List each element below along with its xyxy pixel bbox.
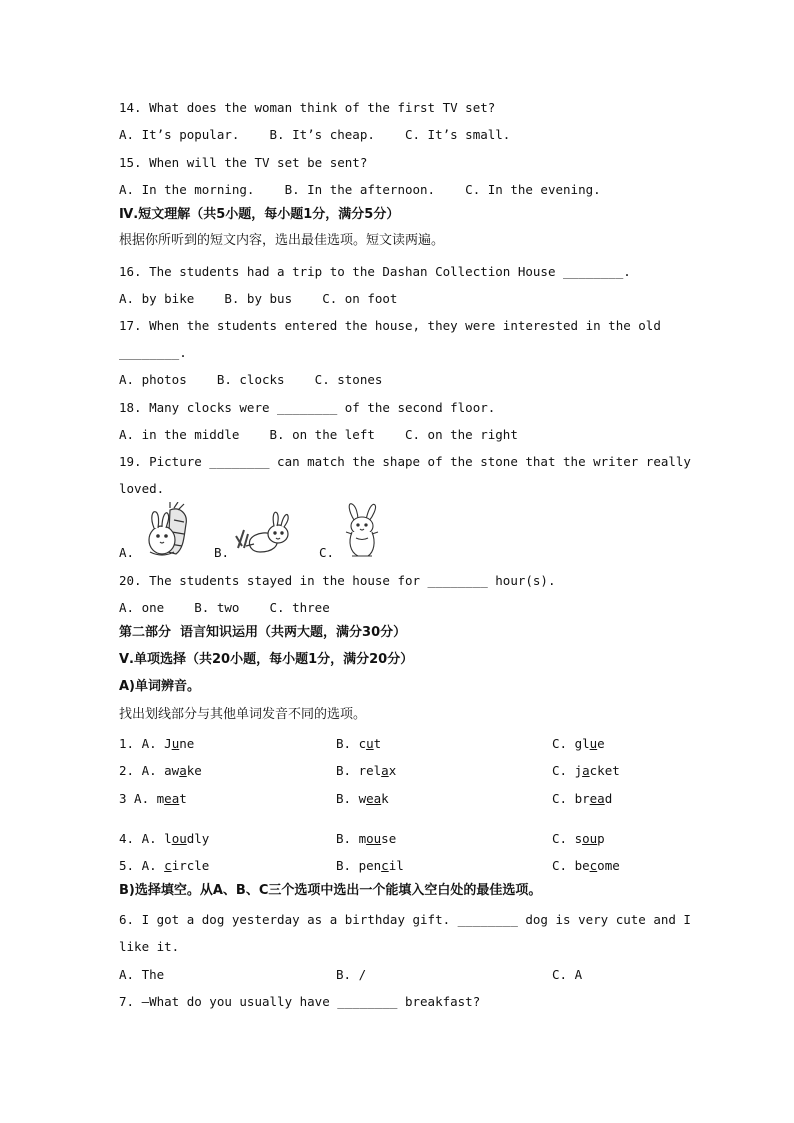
question-6-option-a: A. The: [119, 967, 165, 982]
question-18-options: A. in the middle B. on the left C. on the right: [119, 427, 518, 442]
section-5b-title: B)选择填空。从A、B、C三个选项中选出一个能填入空白处的最佳选项。: [119, 883, 542, 898]
section-4-title: Ⅳ.短文理解（共5小题，每小题1分，满分5分）: [119, 207, 400, 222]
picture-option-b-label: B.: [214, 545, 230, 560]
rabbit-lying-picture: [232, 510, 294, 556]
question-17-options: A. photos B. clocks C. stones: [119, 372, 383, 387]
question-7: 7. —What do you usually have ________ breakfast?: [119, 994, 481, 1009]
section-4-instruction: 根据你所听到的短文内容，选出最佳选项。短文读两遍。: [119, 233, 445, 248]
question-6-line-2: like it.: [119, 939, 180, 954]
question-18: 18. Many clocks were ________ of the second floor.: [119, 400, 496, 415]
question-6-line-1: 6. I got a dog yesterday as a birthday gift. ________ dog is very cute and I: [119, 912, 691, 927]
question-15: 15. When will the TV set be sent?: [119, 155, 368, 170]
question-14-options: A. It’s popular. B. It’s cheap. C. It’s small.: [119, 127, 511, 142]
section-5a-title: A)单词辨音。: [119, 679, 201, 694]
question-16: 16. The students had a trip to the Dashan Collection House ________.: [119, 264, 631, 279]
picture-option-a-label: A.: [119, 545, 135, 560]
section-5-title: Ⅴ.单项选择（共20小题，每小题1分，满分20分）: [119, 652, 414, 667]
section-5a-instruction: 找出划线部分与其他单词发音不同的选项。: [119, 707, 367, 722]
question-16-options: A. by bike B. by bus C. on foot: [119, 291, 398, 306]
picture-option-c-label: C.: [319, 545, 335, 560]
question-6-option-c: C. A: [552, 967, 583, 982]
question-20-options: A. one B. two C. three: [119, 600, 330, 615]
rabbit-with-carrot-picture: [140, 502, 192, 558]
rabbit-standing-picture: [338, 502, 386, 560]
question-17-line-2: ________.: [119, 345, 187, 360]
question-17-line-1: 17. When the students entered the house, they were interested in the old: [119, 318, 661, 333]
question-6-option-b: B. /: [336, 967, 367, 982]
part-2-title: 第二部分 语言知识运用（共两大题，满分30分）: [119, 625, 407, 640]
question-20: 20. The students stayed in the house for ________ hour(s).: [119, 573, 556, 588]
question-15-options: A. In the morning. B. In the afternoon. C. In the evening.: [119, 182, 601, 197]
question-19-line-2: loved.: [119, 481, 165, 496]
question-19-line-1: 19. Picture ________ can match the shape of the stone that the writer really: [119, 454, 691, 469]
question-14: 14. What does the woman think of the first TV set?: [119, 100, 496, 115]
